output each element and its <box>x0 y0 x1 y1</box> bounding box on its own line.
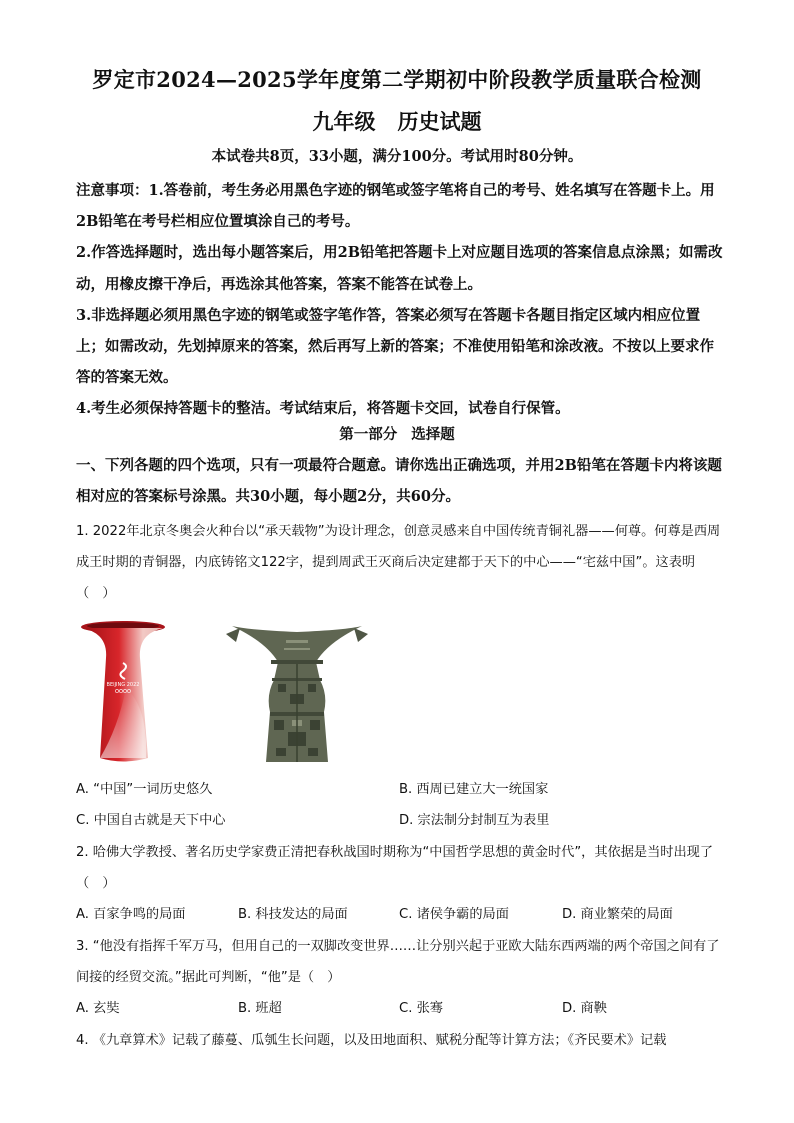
question-2-option-d[interactable]: D. 商业繁荣的局面 <box>562 907 673 922</box>
he-zun-illustration <box>226 620 368 768</box>
grade-label: 九年级 <box>312 109 376 134</box>
exam-subtitle <box>0 106 794 136</box>
section-part: 第一部分 <box>339 426 398 443</box>
note-2: 2.作答选择题时，选出每小题答案后，用2B铅笔把答题卡上对应题目选项的答案信息点涂黑；如需改动，用橡皮擦干净后，再选涂其他答案，答案不能答在试卷上。 <box>76 244 723 293</box>
question-2-stem: 2. 哈佛大学教授、著名历史学家费正清把春秋战国时期称为“中国哲学思想的黄金时代”，其依据是当时出现了（ ） <box>76 845 714 891</box>
he-zun-bronze-image <box>226 620 368 768</box>
question-3-options <box>76 993 726 1024</box>
question-3-option-d[interactable]: D. 商鞅 <box>562 1001 607 1016</box>
note-1: 注意事项：1.答卷前，考生务必用黑色字迹的钢笔或签字笔将自己的考号、姓名填写在答题卡上。用2B铅笔在考号栏相应位置填涂自己的考号。 <box>76 182 715 231</box>
note-3: 3.非选择题必须用黑色字迹的钢笔或签字笔作答，答案必须写在答题卡各题目指定区域内相应位置上；如需改动，先划掉原来的答案，然后再写上新的答案；不准使用铅笔和涂改液。不按以上要求作答的答案无效。 <box>76 306 714 387</box>
question-1-options-row2 <box>76 805 726 836</box>
notes-block <box>76 175 726 425</box>
question-1-stem: 1. 2022年北京冬奥会火种台以“承天载物”为设计理念，创意灵感来自中国传统青铜礼器——何尊。何尊是西周成王时期的青铜器，内底铸铭文122字，提到周武王灭商后决定建都于天下的中心——“宅兹中国”。这表明（ ） <box>76 524 721 601</box>
exam-meta: 本试卷共8页，33小题，满分100分。考试用时80分钟。 <box>211 148 583 165</box>
question-1-option-a[interactable]: A. “中国”一词历史悠久 <box>76 782 213 797</box>
question-1-options <box>76 774 726 805</box>
question-1-option-b[interactable]: B. 西周已建立大一统国家 <box>399 782 549 797</box>
question-1-option-d[interactable]: D. 宗法制分封制互为表里 <box>399 813 550 828</box>
question-3-option-c[interactable]: C. 张骞 <box>399 1001 443 1016</box>
torch-stand-image <box>78 618 168 768</box>
question-2-option-b[interactable]: B. 科技发达的局面 <box>238 907 348 922</box>
question-1-option-c[interactable]: C. 中国自古就是天下中心 <box>76 813 226 828</box>
section-name: 选择题 <box>411 426 455 443</box>
section-heading <box>0 423 794 444</box>
question-3-option-b[interactable]: B. 班超 <box>238 1001 282 1016</box>
question-2-option-a[interactable]: A. 百家争鸣的局面 <box>76 907 186 922</box>
torch-logo-text: BEIJING 2022 <box>106 682 140 688</box>
exam-title: 罗定市2024—2025学年度第二学期初中阶段教学质量联合检测 <box>92 67 702 92</box>
question-3-stem: 3. “他没有指挥千军万马，但用自己的一双脚改变世界……让分别兴起于亚欧大陆东西两端的两个帝国之间有了间接的经贸交流。”据此可判断，“他”是（ ） <box>76 939 720 985</box>
question-2-options <box>76 899 726 930</box>
section-instruction: 一、下列各题的四个选项，只有一项最符合题意。请你选出正确选项，并用2B铅笔在答题卡内将该题相对应的答案标号涂黑。共30小题，每小题2分，共60分。 <box>76 457 722 505</box>
question-4-stem: 4. 《九章算术》记载了藤蔓、瓜瓠生长问题，以及田地面积、赋税分配等计算方法；《齐民要术》记载 <box>76 1033 667 1048</box>
question-3-option-a[interactable]: A. 玄奘 <box>76 1001 120 1016</box>
subject-label: 历史试题 <box>397 109 482 134</box>
torch-stand-illustration <box>78 618 168 768</box>
note-4: 4.考生必须保持答题卡的整洁。考试结束后，将答题卡交回，试卷自行保管。 <box>76 400 570 418</box>
question-2-option-c[interactable]: C. 诸侯争霸的局面 <box>399 907 509 922</box>
